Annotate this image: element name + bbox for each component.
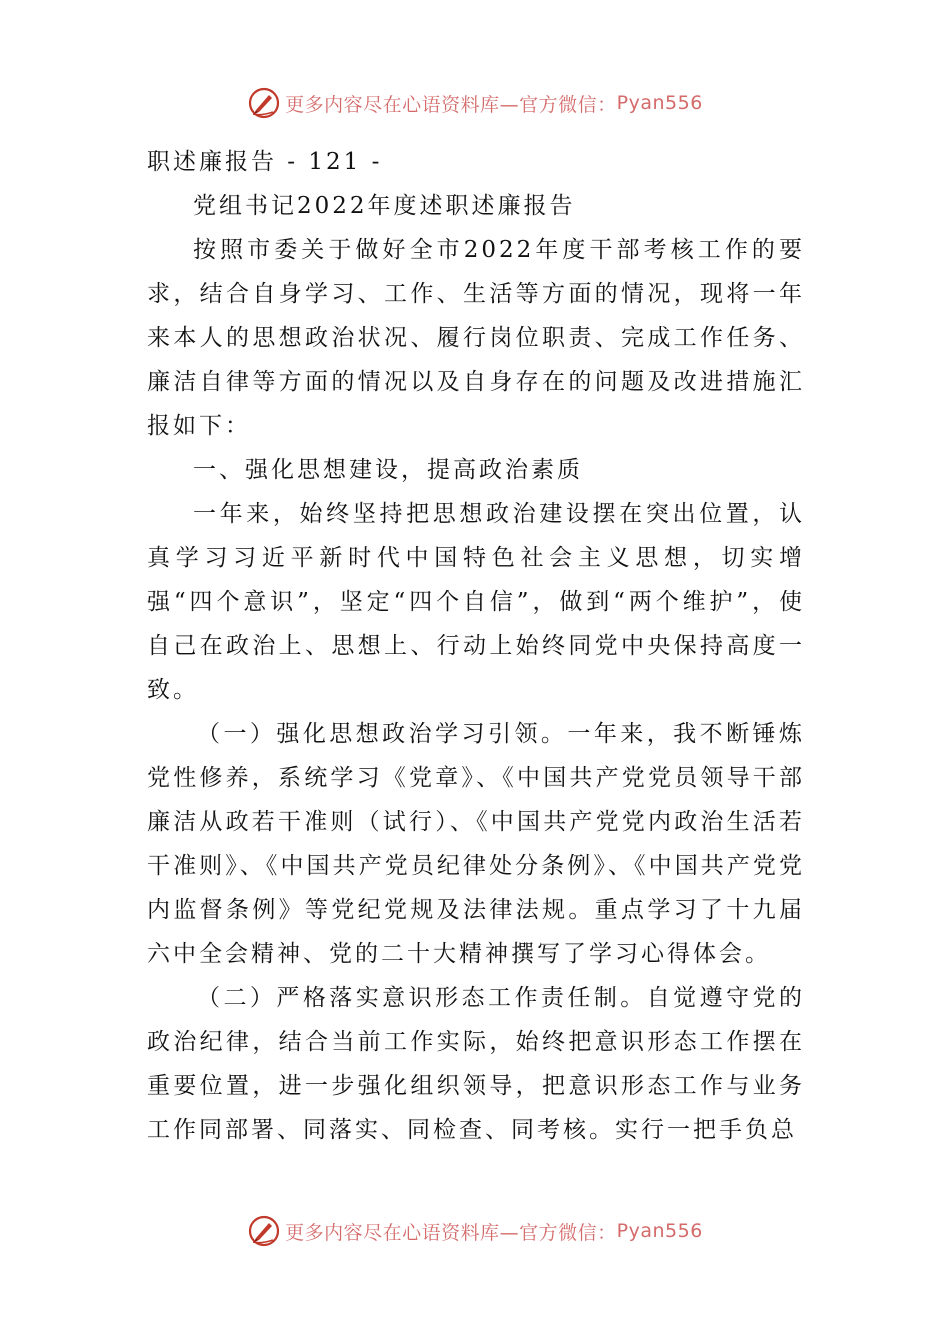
- watermark-handle: Pyan556: [616, 1220, 703, 1242]
- watermark-text: 更多内容尽在心语资料库—官方微信：: [285, 93, 617, 116]
- watermark-handle: Pyan556: [616, 92, 703, 114]
- pen-logo-icon: [247, 1214, 281, 1248]
- subsection2-paragraph: （二）严格落实意识形态工作责任制。自觉遵守党的政治纪律，结合当前工作实际，始终把意识形态工作摆在重要位置，进一步强化组织领导，把意识形态工作与业务工作同部署、同落实、同检查、同考核。实行一把手负总: [147, 985, 805, 1143]
- watermark-bottom: [0, 1214, 950, 1248]
- section1-heading: 一、强化思想建设，提高政治素质: [193, 457, 583, 483]
- watermark-text: 更多内容尽在心语资料库—官方微信：: [285, 1221, 617, 1244]
- document-body: [147, 140, 805, 1152]
- header-line: 职述廉报告 - 121 -: [147, 149, 383, 175]
- pen-logo-icon: [247, 86, 281, 120]
- document-title: 党组书记2022年度述职述廉报告: [193, 193, 576, 219]
- section1-paragraph: 一年来，始终坚持把思想政治建设摆在突出位置，认真学习习近平新时代中国特色社会主义思想，切实增强“四个意识”，坚定“四个自信”，做到“两个维护”，使自己在政治上、思想上、行动上始终同党中央保持高度一致。: [147, 501, 805, 703]
- watermark-top: [0, 86, 950, 120]
- subsection1-paragraph: （一）强化思想政治学习引领。一年来，我不断锤炼党性修养，系统学习《党章》、《中国共产党党员领导干部廉洁从政若干准则（试行）、《中国共产党党内政治生活若干准则》、《中国共产党员纪律处分条例》、《中国共产党党内监督条例》等党纪党规及法律法规。重点学习了十九届六中全会精神、党的二十大精神撰写了学习心得体会。: [147, 721, 805, 967]
- intro-paragraph: 按照市委关于做好全市2022年度干部考核工作的要求，结合自身学习、工作、生活等方面的情况，现将一年来本人的思想政治状况、履行岗位职责、完成工作任务、廉洁自律等方面的情况以及自身存在的问题及改进措施汇报如下：: [147, 237, 805, 439]
